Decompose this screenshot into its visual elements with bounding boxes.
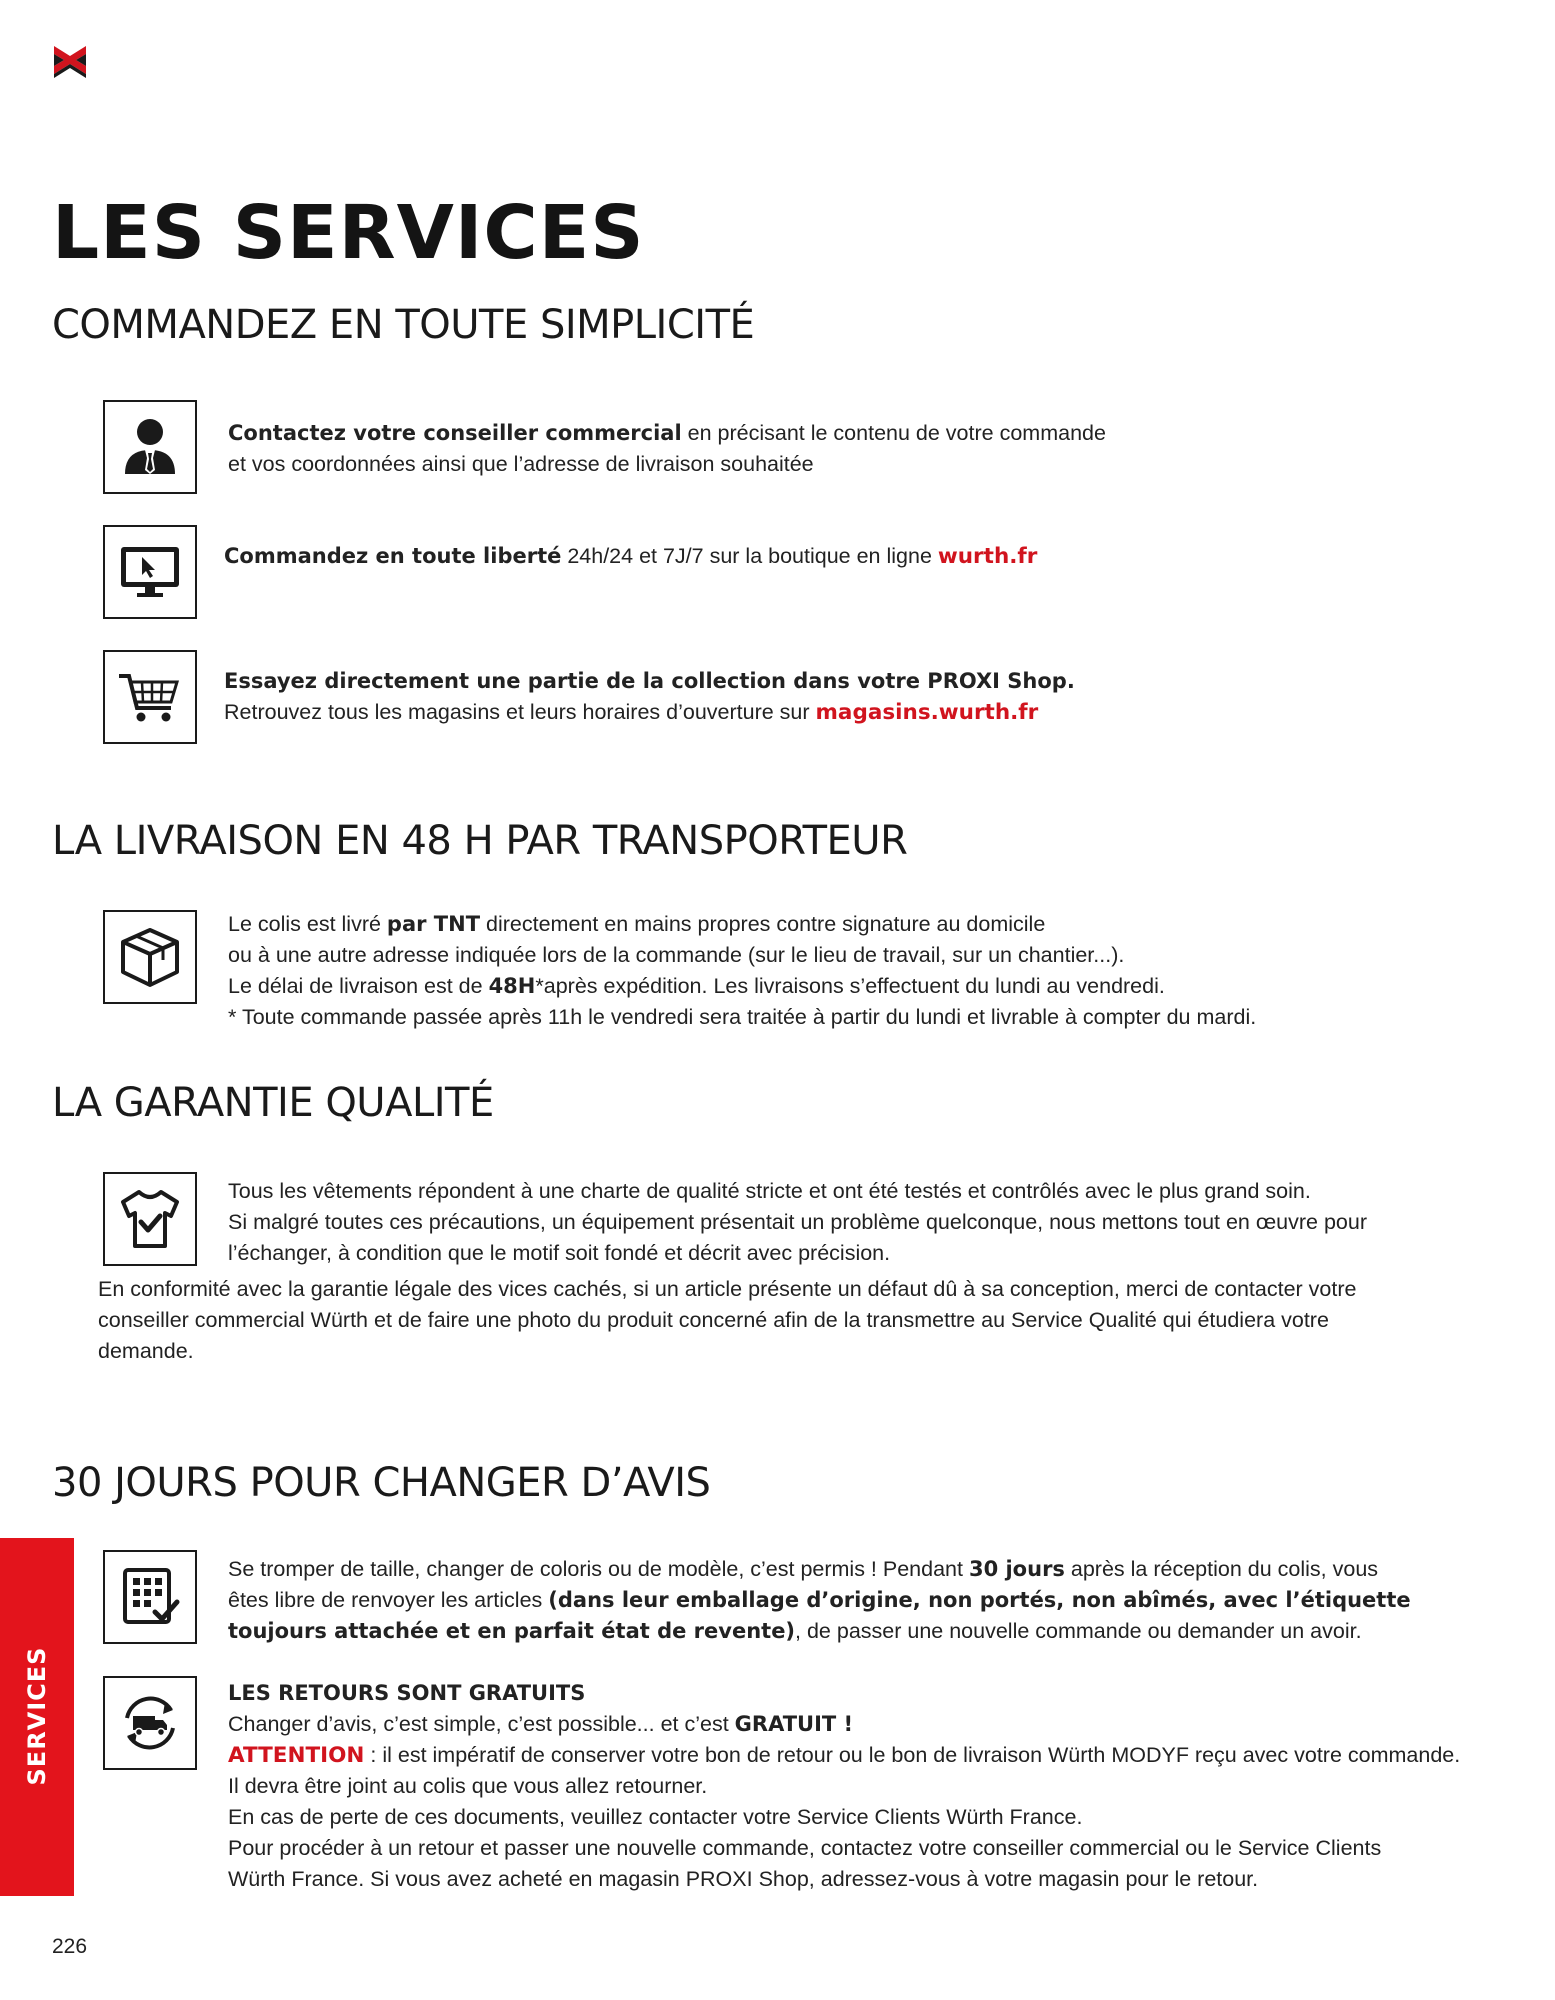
exchange-line1-b: après la réception du colis, vous [1064,1557,1379,1581]
delivery-line3-a: Le délai de livraison est de [228,974,489,998]
delivery-line1-a: Le colis est livré [228,912,387,936]
wurth-link[interactable]: wurth.fr [937,544,1038,569]
delivery-section-heading: LA LIVRAISON EN 48 H PAR TRANSPORTEUR [52,818,908,864]
exchange-line2-bold: (dans leur emballage d’origine, non portés, non abîmés, avec l’étiquette [548,1588,1411,1612]
delivery-line1-bold: par TNT [386,912,481,936]
delivery-line2: ou à une autre adresse indiquée lors de la commande (sur le lieu de travail, sur un chantier...). [228,943,1125,967]
shop-bold: Essayez directement une partie de la collection dans votre PROXI Shop. [224,669,1075,693]
return-section-heading: 30 JOURS POUR CHANGER D’AVIS [52,1460,711,1506]
returns-line6: Würth France. Si vous avez acheté en magasin PROXI Shop, adressez-vous à votre magasin pour le retour. [228,1867,1259,1891]
returns-icon-box [103,1676,197,1770]
delivery-icon-box [103,910,197,1004]
quality-para-line1: En conformité avec la garantie légale des vices cachés, si un article présente un défaut dû à sa conception, merci de contacter votre [98,1277,1357,1301]
exchange-line1-a: Se tromper de taille, changer de coloris ou de modèle, c’est permis ! Pendant [228,1557,969,1581]
quality-section-heading: LA GARANTIE QUALITÉ [52,1080,494,1126]
online-text [224,541,1037,572]
calendar-check-icon [115,1562,185,1632]
returns-title: LES RETOURS SONT GRATUITS [228,1681,586,1705]
quality-para-line2: conseiller commercial Würth et de faire une photo du produit concerné afin de la transmettre au Service Qualité qui étudiera votre [98,1308,1329,1332]
page-number: 226 [52,1935,88,1958]
shop-icon-box [103,650,197,744]
delivery-text [228,909,1256,1033]
delivery-truck-cycle-icon [115,1688,185,1758]
quality-icon-box [103,1172,197,1266]
returns-line3: Il devra être joint au colis que vous allez retourner. [228,1774,708,1798]
quality-para-line3: demande. [98,1339,194,1363]
returns-line4: En cas de perte de ces documents, veuillez contacter votre Service Clients Würth France. [228,1805,1083,1829]
quality-line2: Si malgré toutes ces précautions, un équipement présentait un problème quelconque, nous mettons tout en œuvre pour [228,1210,1367,1234]
advisor-text [228,418,1106,480]
exchange-line1-bold: 30 jours [968,1557,1065,1581]
online-icon-box [103,525,197,619]
side-tab-label: SERVICES [23,1646,51,1786]
advisor-bold: Contactez votre conseiller commercial [228,421,682,445]
advisor-person-icon [115,412,185,482]
page-title: LES SERVICES [52,190,645,276]
delivery-line4: * Toute commande passée après 11h le vendredi sera traitée à partir du lundi et livrable à compter du mardi. [228,1005,1257,1029]
shop-text-body: Retrouvez tous les magasins et leurs horaires d’ouverture sur [224,700,816,724]
advisor-icon-box [103,400,197,494]
online-bold: Commandez en toute liberté [224,544,562,568]
delivery-line1-b: directement en mains propres contre signature au domicile [480,912,1046,936]
exchange-icon-box [103,1550,197,1644]
shop-text [224,666,1075,728]
advisor-text1: en précisant le contenu de votre commande [681,421,1106,445]
attention-label: ATTENTION [228,1743,365,1768]
returns-text [228,1678,1460,1895]
returns-line1-bold: GRATUIT ! [734,1712,854,1736]
exchange-line3-b: , de passer une nouvelle commande ou demander un avoir. [795,1619,1362,1643]
delivery-line3-b: *après expédition. Les livraisons s’effectuent du lundi au vendredi. [535,974,1165,998]
order-section-heading: COMMANDEZ EN TOUTE SIMPLICITÉ [52,302,755,348]
tshirt-check-icon [115,1184,185,1254]
package-box-icon [115,922,185,992]
returns-line5: Pour procéder à un retour et passer une nouvelle commande, contactez votre conseiller commercial ou le Service Clients [228,1836,1382,1860]
quality-line1: Tous les vêtements répondent à une charte de qualité stricte et ont été testés et contrôlés avec le plus grand soin. [228,1179,1311,1203]
brand-logo-icon [50,40,90,80]
magasins-link[interactable]: magasins.wurth.fr [815,700,1039,725]
quality-text [228,1176,1367,1269]
advisor-line2: et vos coordonnées ainsi que l’adresse de livraison souhaitée [228,452,814,476]
online-text-body: 24h/24 et 7J/7 sur la boutique en ligne [561,544,938,568]
shopping-cart-icon [115,662,185,732]
returns-line2: : il est impératif de conserver votre bon de retour ou le bon de livraison Würth MODYF reçu avec votre commande. [364,1743,1461,1767]
computer-monitor-icon [115,537,185,607]
returns-line1-a: Changer d’avis, c’est simple, c’est possible... et c’est [228,1712,735,1736]
exchange-line2-a: êtes libre de renvoyer les articles [228,1588,549,1612]
exchange-text [228,1554,1411,1647]
delivery-line3-bold: 48H [488,974,536,998]
quality-paragraph [98,1274,1356,1367]
quality-line3: l’échanger, à condition que le motif soit fondé et décrit avec précision. [228,1241,891,1265]
exchange-line3-bold: toujours attachée et en parfait état de revente) [228,1619,796,1643]
